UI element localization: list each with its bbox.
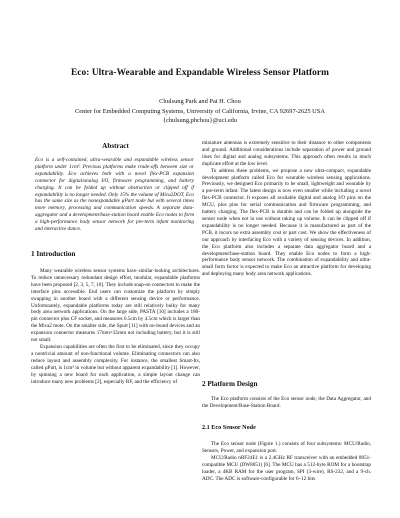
introduction-heading: 1 Introduction [31, 250, 76, 258]
author-block [0, 97, 400, 126]
author-names: Chulsung Park and Pai H. Chou [159, 98, 241, 105]
platform-design-paragraph: The Eco platform consists of the Eco sensor node, the Data Aggregator, and the Development/Base-Station Board. [202, 396, 371, 409]
introduction-body [31, 268, 200, 385]
author-email: {chulsung,phchou}@uci.edu [162, 117, 238, 124]
eco-sensor-node-heading: 2.1 Eco Sensor Node [202, 424, 256, 431]
right-column-body [202, 140, 371, 278]
intro-paragraph-1: Many wearable wireless sensor systems have similar-looking architectures. To reduce unnecessary redundant design effort, modular, expandable platforms have been proposed [2, 3, 5, 7, 10]. They include snap-on connectors to make the interface pins accessible. End users can customize the platform by simply swapping in another board with a different sensing device or performance. Unfortunately, expandable platforms today are still relatively bulky for many body area network applications. On the large side, PASTA [10] includes a 180-pin connector plus CF socket, and measures 6.5cm by 4.5cm which is larger than the Mica2 mote. On the smaller side, the Spurt [11] with on-board devices and an expansion connector measures 17mm×35mm not including battery, but it is still not small. [31, 268, 200, 344]
paper-title: Eco: Ultra-Wearable and Expandable Wireless Sensor Platform [71, 68, 329, 78]
intro-paragraph-2: Expansion capabilities are often the first to be eliminated, since they occupy a nontrivial amount of non-functional volume. Eliminating connectors can also reduce layout and assembly complexity. For instance, the smallest Smart-Its, called µPart, is 1cm³ in volume but without apparent expandability [1]. However, by spinning a new board for each application, a simple layout change can introduce many new problems [2], especially RF, and the efficiency of [31, 343, 200, 385]
platform-design-body [202, 396, 371, 410]
platform-design-heading: 2 Platform Design [202, 380, 258, 388]
abstract-heading: Abstract [102, 142, 129, 150]
eco-sensor-node-body [202, 441, 371, 482]
eco-node-paragraph-2: MCU/Radio nRF24E1 is a 2.4GHz RF transceiver with an embedded 8051-compatible MCU (DW8051) [6]. The MCU has a 512-byte ROM for a bootstrap loader, a 4KB RAM for the user program, SPI (3-wire), RS-232, and a 9-ch. ADC. The ADC is software-configurable for 6–12 bits [202, 454, 371, 482]
affiliation: Center for Embedded Computing Systems, University of California, Irvine, CA 92697-2625 USA [75, 107, 325, 115]
right-paragraph-2: To address these problems, we propose a new ultra-compact, expandable development platform called Eco for wearable wireless sensing applications. Previously, we designed Eco primarily to be small, lightweight and wearable by a pre-term infant. The latest design is now even smaller while including a novel flex-PCB connector. It exposes all available digital and analog I/O pins on the MCU, plus pins for serial communication and firmware programming, and battery charging. The flex-PCB is durable and can be folded up alongside the sensor node when not in use without taking up volume. It can be clipped off if expandability is no longer needed. Because it is manufactured as part of the PCB, it incurs no extra assembly cost or part cost. We show the effectiveness of our approach by interfacing Eco with a variety of sensing devices. In addition, the Eco platform also includes a separate data aggregator board and a development/base-station board. They enable Eco nodes to form a high-performance body sensor network. The combination of expandability and ultra-small form factor is expected to make Eco an attractive platform for developing and deploying many body area network applications. [202, 167, 371, 278]
eco-node-paragraph-1: The Eco sensor node (Figure 1.) consists of four subsystems: MCU/Radio, Sensors, Power, and expansion port. [202, 441, 371, 454]
right-paragraph-1: miniature antennas is extremely sensitive to their distance to other components and ground. Additional considerations include separation of power and ground lines for digital and analog subsystems. This approach often results in much duplicate effort at the low level. [202, 140, 371, 167]
abstract-text: Eco is a self-contained, ultra-wearable and expandable wireless sensor platform under 1cm³. Previous platforms make trade-offs between size or expandability. Eco achieves both with a novel flex-PCB expansion connector for digital/analog I/O, firmware programming, and battery charging. It can be folded up without obstruction or clipped off if expandability is no longer needed. Only 15% the volume of Mica2DOT, Eco has the same size as the nonexpandable µPart node but with several times more memory, processing and communication speeds. A separate data-aggregator and a development/base-station board enable Eco nodes to form a high-performance body sensor network for pre-term infant monitoring and interactive dance. [35, 157, 194, 233]
